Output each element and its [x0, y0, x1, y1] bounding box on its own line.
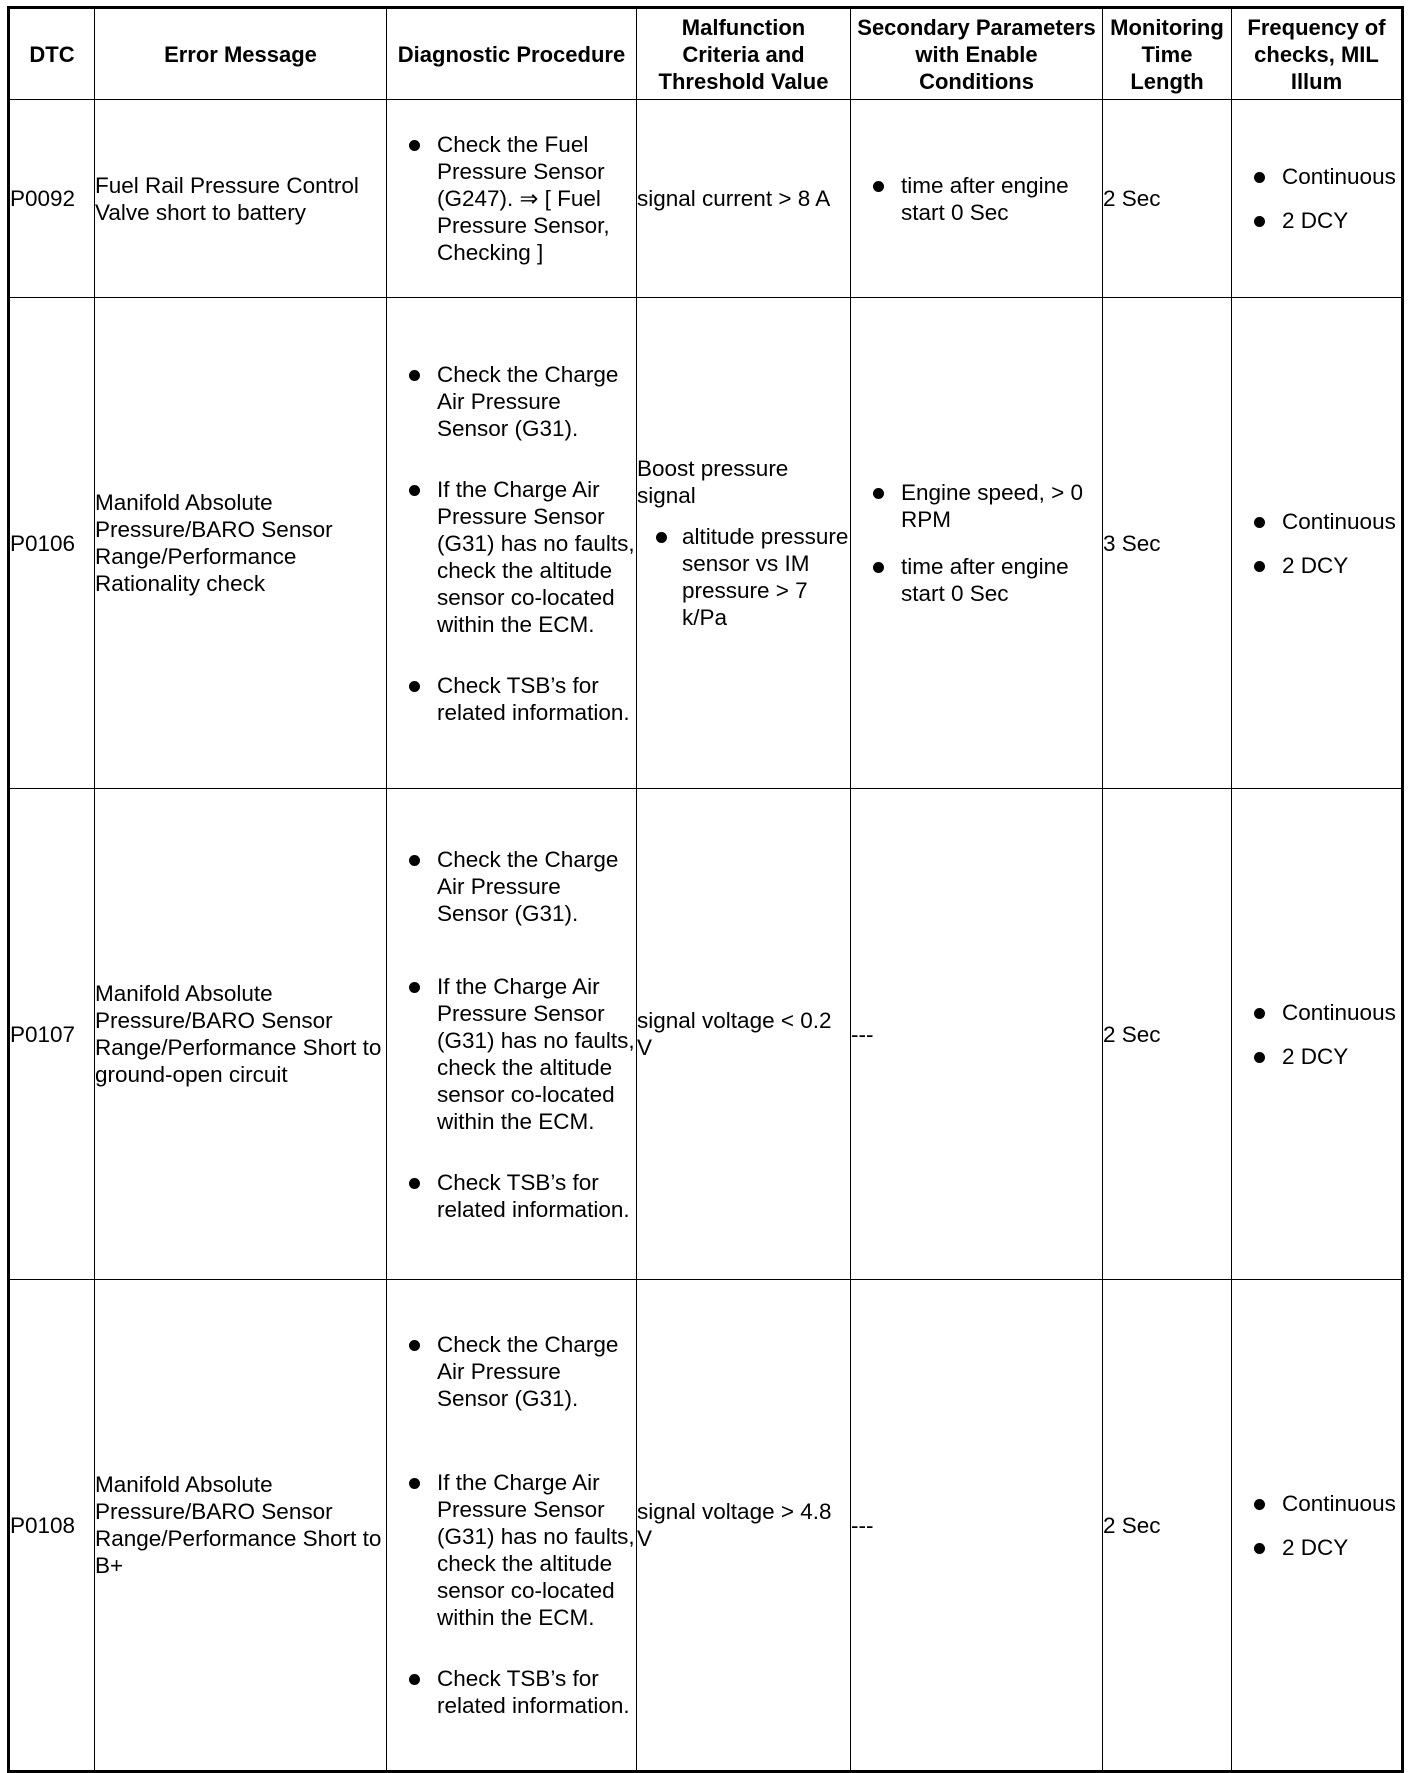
procedure-step: Check the Charge Air Pressure Sensor (G31).	[437, 361, 619, 441]
bullet-icon	[1254, 517, 1265, 528]
error-message: Manifold Absolute Pressure/BARO Sensor Range/Performance Rationality check	[95, 298, 387, 789]
frequency-value: Continuous	[1282, 1490, 1396, 1516]
bullet-icon	[409, 370, 420, 381]
procedure-step: If the Charge Air Pressure Sensor (G31) has no faults, check the altitude sensor co-located within the ECM.	[437, 476, 635, 637]
list-item	[1232, 1534, 1401, 1561]
bullet-icon	[1254, 1052, 1265, 1063]
header-error-message: Error Message	[95, 8, 387, 100]
list-item	[1232, 207, 1401, 234]
dtc-code: P0092	[9, 100, 95, 298]
secondary-parameter: time after engine start 0 Sec	[901, 172, 1069, 225]
bullet-icon	[1254, 216, 1265, 227]
secondary-parameters	[851, 100, 1103, 298]
list-item	[1232, 999, 1401, 1026]
list-item	[387, 131, 636, 266]
list-item	[387, 1469, 636, 1631]
secondary-parameter: Engine speed, > 0 RPM	[901, 480, 1084, 532]
frequency-value: Continuous	[1282, 508, 1396, 534]
bullet-icon	[409, 1674, 420, 1685]
frequency	[1232, 789, 1403, 1280]
secondary-parameter: time after engine start 0 Sec	[901, 554, 1069, 606]
bullet-icon	[1254, 172, 1265, 183]
frequency-value: 2 DCY	[1282, 208, 1349, 233]
dtc-code: P0107	[9, 789, 95, 1280]
procedure-step: If the Charge Air Pressure Sensor (G31) has no faults, check the altitude sensor co-located within the ECM.	[437, 973, 635, 1134]
list-item	[1232, 552, 1401, 579]
diagnostic-procedure	[387, 100, 637, 298]
list-item	[387, 1331, 636, 1412]
error-message: Manifold Absolute Pressure/BARO Sensor Range/Performance Short to B+	[95, 1280, 387, 1772]
list-item	[387, 672, 636, 726]
criteria-heading: Boost pressure signal	[637, 456, 789, 508]
dtc-code: P0106	[9, 298, 95, 789]
list-item	[387, 973, 636, 1135]
header-malfunction-criteria: Malfunction Criteria and Threshold Value	[637, 8, 851, 100]
criteria-condition: altitude pressure sensor vs IM pressure > 7 k/Pa	[682, 524, 849, 630]
bullet-icon	[1254, 1008, 1265, 1019]
procedure-step: Check TSB’s for related information.	[437, 672, 630, 725]
procedure-step: Check TSB’s for related information.	[437, 1666, 630, 1718]
procedure-step: Check the Charge Air Pressure Sensor (G31).	[437, 846, 619, 926]
table-row	[9, 789, 1403, 1280]
secondary-parameters	[851, 298, 1103, 789]
table-header-row	[9, 8, 1403, 100]
list-item	[1232, 1490, 1401, 1517]
error-message: Fuel Rail Pressure Control Valve short to battery	[95, 100, 387, 298]
frequency	[1232, 298, 1403, 789]
malfunction-criteria: signal voltage > 4.8 V	[637, 1280, 851, 1772]
list-item	[851, 172, 1102, 226]
header-diagnostic-procedure: Diagnostic Procedure	[387, 8, 637, 100]
bullet-icon	[409, 1178, 420, 1189]
bullet-icon	[409, 1478, 420, 1489]
monitoring-time: 2 Sec	[1103, 100, 1232, 298]
frequency-value: 2 DCY	[1282, 1043, 1349, 1069]
list-item	[851, 479, 1102, 533]
bullet-icon	[1254, 561, 1265, 572]
header-frequency: Frequency of checks, MIL Illum	[1232, 8, 1403, 100]
monitoring-time: 2 Sec	[1103, 789, 1232, 1280]
bullet-icon	[409, 485, 420, 496]
frequency-value: 2 DCY	[1282, 1534, 1349, 1560]
monitoring-time: 2 Sec	[1103, 1280, 1232, 1772]
frequency-value: Continuous	[1282, 164, 1396, 189]
bullet-icon	[409, 681, 420, 692]
malfunction-criteria: signal current > 8 A	[637, 100, 851, 298]
list-item	[851, 553, 1102, 607]
procedure-step: If the Charge Air Pressure Sensor (G31) has no faults, check the altitude sensor co-located within the ECM.	[437, 1470, 635, 1630]
frequency	[1232, 100, 1403, 298]
procedure-step: Check TSB’s for related information.	[437, 1169, 630, 1222]
dtc-code: P0108	[9, 1280, 95, 1772]
error-message: Manifold Absolute Pressure/BARO Sensor Range/Performance Short to ground-open circuit	[95, 789, 387, 1280]
list-item	[387, 361, 636, 442]
diagnostic-procedure	[387, 789, 637, 1280]
table-row	[9, 1280, 1403, 1772]
list-item	[1232, 508, 1401, 535]
bullet-icon	[409, 855, 420, 866]
monitoring-time: 3 Sec	[1103, 298, 1232, 789]
bullet-icon	[873, 488, 884, 499]
malfunction-criteria	[637, 298, 851, 789]
frequency	[1232, 1280, 1403, 1772]
list-item	[387, 1665, 636, 1719]
bullet-icon	[1254, 1543, 1265, 1554]
malfunction-criteria: signal voltage < 0.2 V	[637, 789, 851, 1280]
bullet-icon	[409, 1340, 420, 1351]
header-dtc: DTC	[9, 8, 95, 100]
frequency-value: 2 DCY	[1282, 552, 1349, 578]
bullet-icon	[409, 982, 420, 993]
bullet-icon	[656, 532, 667, 543]
list-item	[1232, 1043, 1401, 1070]
header-secondary-parameters: Secondary Parameters with Enable Conditions	[851, 8, 1103, 100]
secondary-parameters: ---	[851, 789, 1103, 1280]
bullet-icon	[873, 562, 884, 573]
table-row	[9, 100, 1403, 298]
diagnostic-procedure	[387, 298, 637, 789]
frequency-value: Continuous	[1282, 999, 1396, 1025]
list-item	[387, 846, 636, 927]
bullet-icon	[409, 140, 420, 151]
header-monitoring-time: Monitoring Time Length	[1103, 8, 1232, 100]
list-item	[1232, 163, 1401, 190]
bullet-icon	[1254, 1499, 1265, 1510]
list-item	[387, 1169, 636, 1223]
list-item	[637, 523, 850, 631]
table-row	[9, 298, 1403, 789]
diagnostic-procedure	[387, 1280, 637, 1772]
dtc-table	[7, 6, 1404, 1773]
procedure-step: Check the Charge Air Pressure Sensor (G31).	[437, 1332, 619, 1411]
procedure-step: Check the Fuel Pressure Sensor (G247). ⇒ [ Fuel Pressure Sensor, Checking ]	[437, 132, 610, 265]
bullet-icon	[873, 181, 884, 192]
list-item	[387, 476, 636, 638]
secondary-parameters: ---	[851, 1280, 1103, 1772]
